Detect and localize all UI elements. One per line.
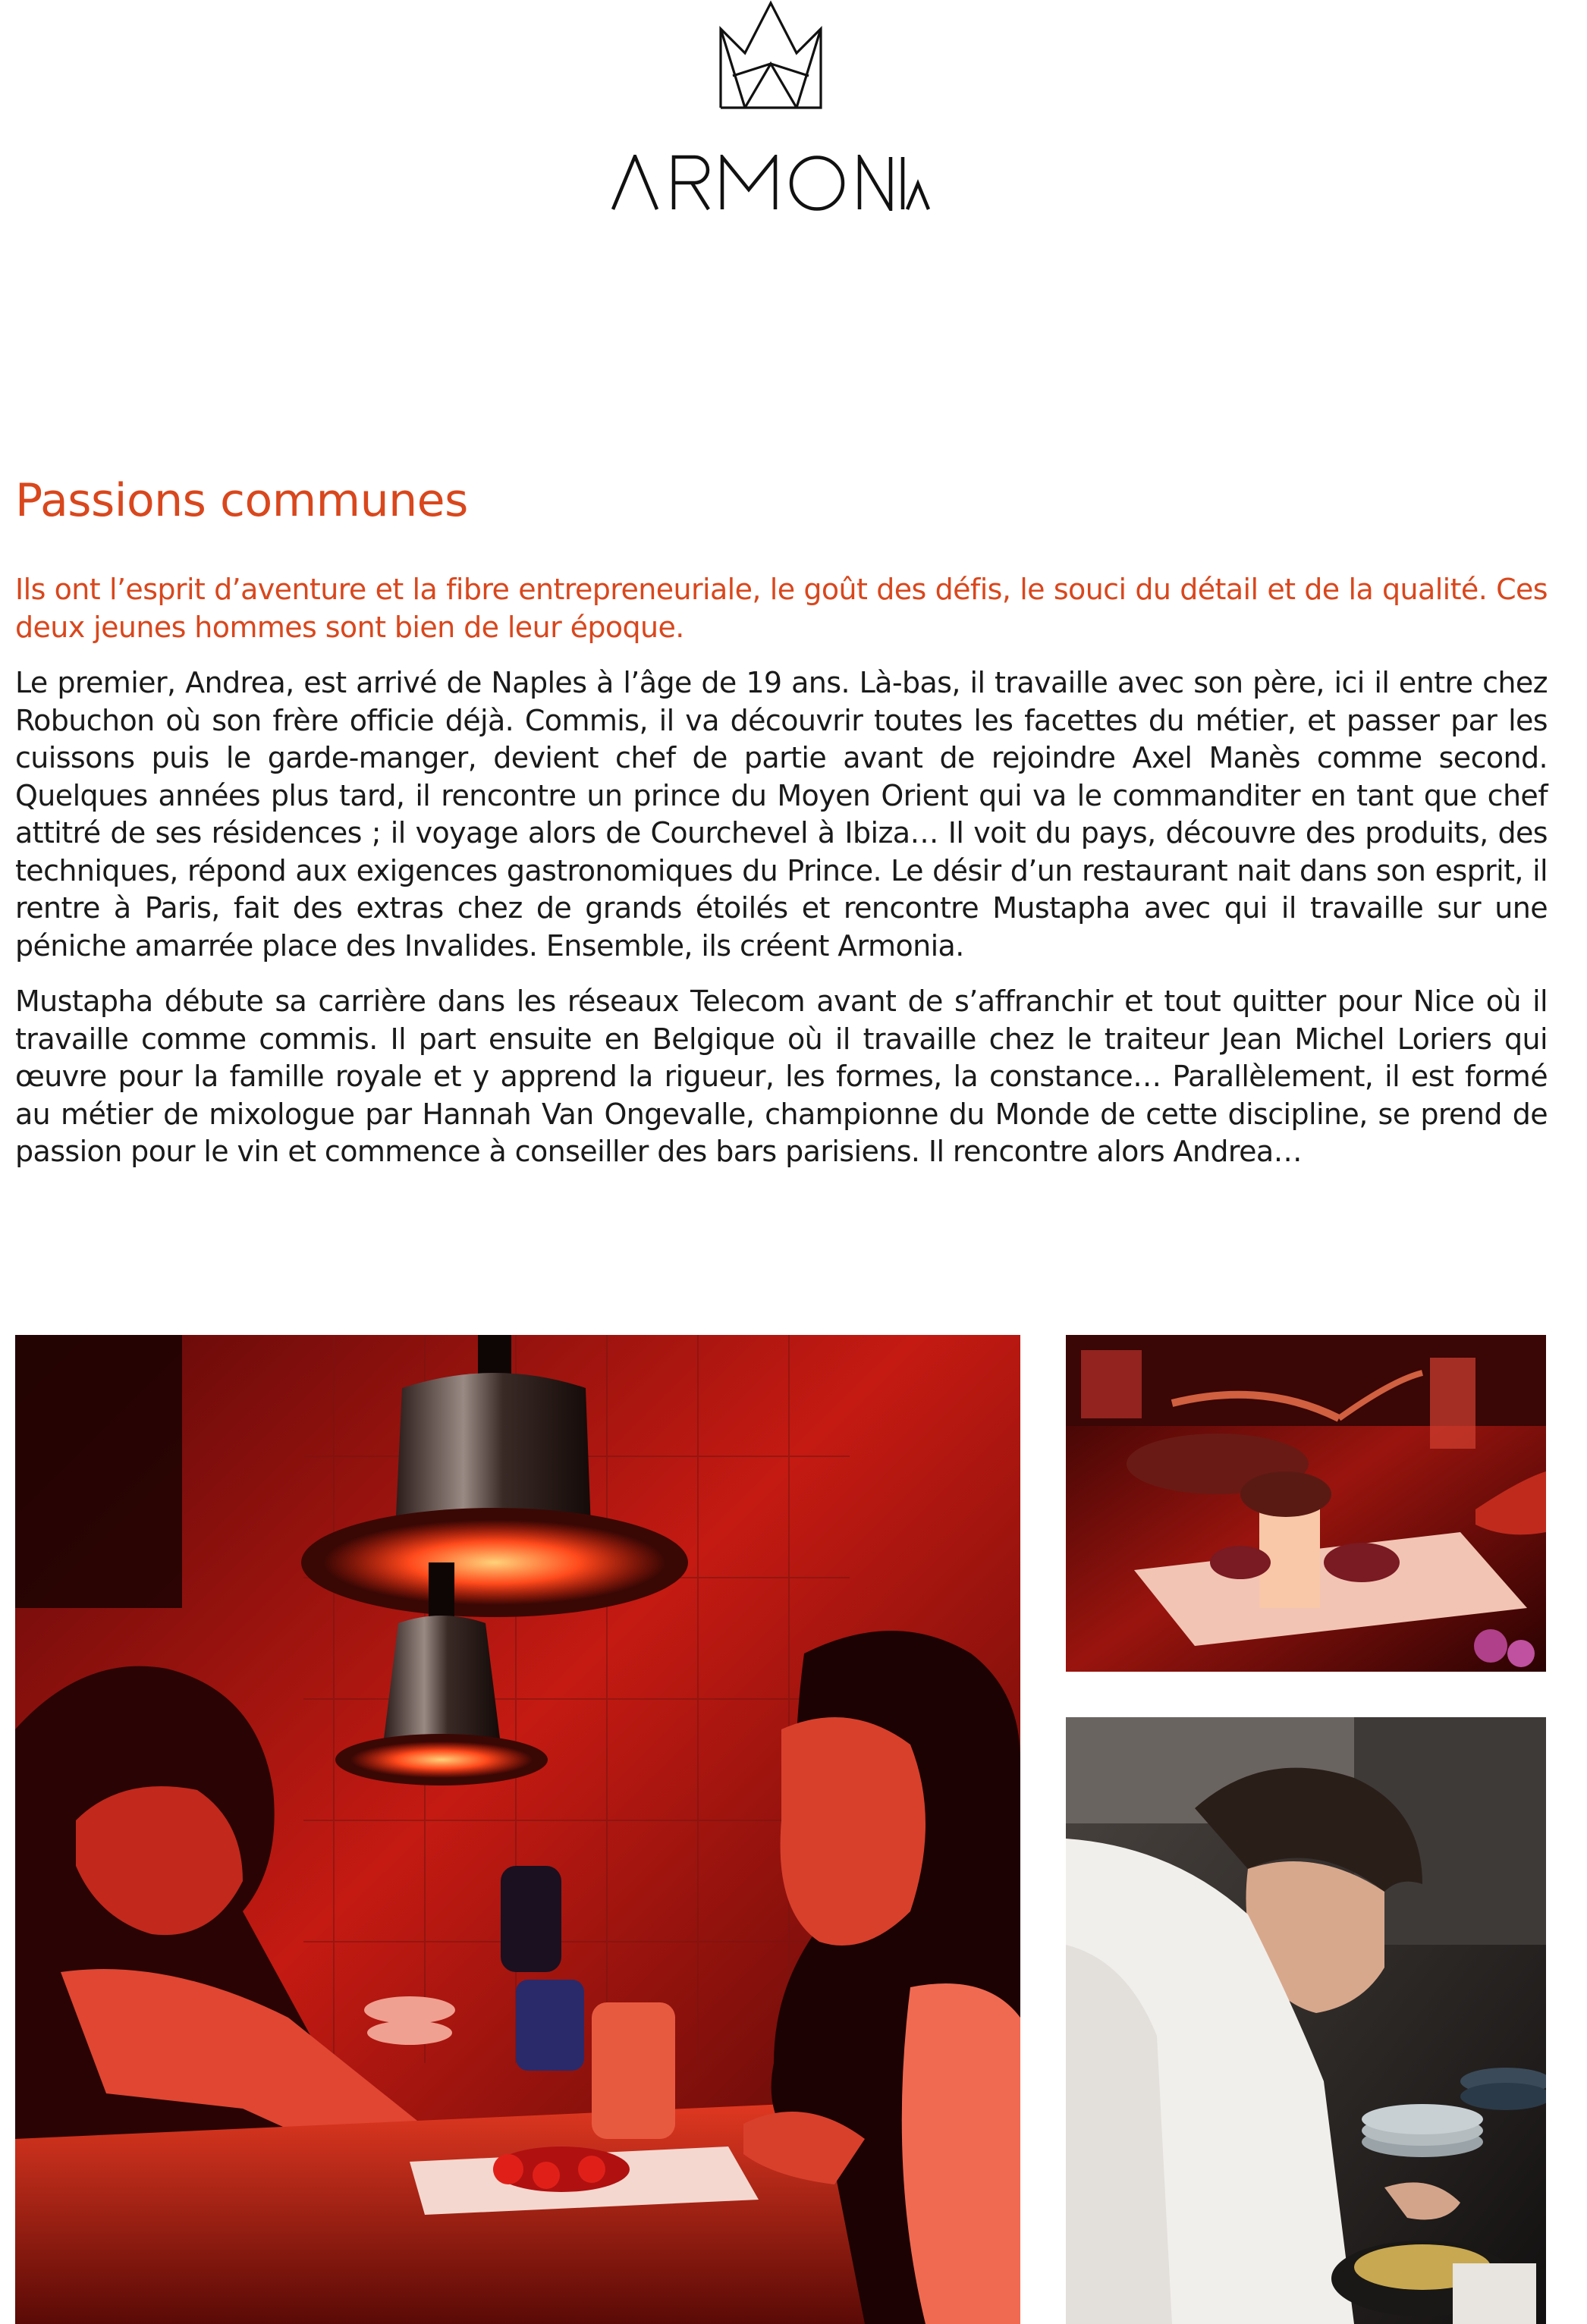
brand-wordmark [611, 155, 930, 211]
photo-plated-dish [1066, 1335, 1546, 1672]
article-lead: Ils ont l’esprit d’aventure et la fibre entrepreneuriale, le goût des défis, le souci du détail et de la qualité. Ces deux jeunes hommes sont bien de leur époque. [15, 573, 1548, 644]
article [15, 470, 1548, 1171]
photo-chefs-heat-lamp [15, 1335, 1020, 2324]
photo-chef-plating [1066, 1717, 1546, 2324]
article-paragraph: Le premier, Andrea, est arrivé de Naples à l’âge de 19 ans. Là-bas, il travaille avec son père, ici il entre chez Robuchon où son frère officie déjà. Commis, il va découvrir toutes les facettes du métier, et passer par les cuissons puis le garde-manger, devient chef de partie avant de rejoindre Axel Manès comme second. Quelques années plus tard, il rencontre un prince du Moyen Orient qui va le commanditer en tant que chef attitré de ses résidences ; il voyage alors de Courchevel à Ibiza… Il voit du pays, découvre des produits, des techniques, répond aux exigences gastronomiques du Prince. Le désir d’un restaurant nait dans son esprit, il rentre à Paris, fait des extras chez de grands étoilés et rencontre Mustapha avec qui il travaille sur une péniche amarrée place des Invalides. Ensemble, ils créent Armonia. [15, 666, 1548, 963]
article-paragraph: Mustapha débute sa carrière dans les réseaux Telecom avant de s’affranchir et tout quitter pour Nice où il travaille comme commis. Il part ensuite en Belgique où il travaille chez le traiteur Jean Michel Loriers qui œuvre pour la famille royale et y apprend la rigueur, les formes, la constance… Parallèlement, il est formé au métier de mixologue par Hannah Van Ongevalle, championne du Monde de cette discipline, se prend de passion pour le vin et commence à conseiller des bars parisiens. Il rencontre alors Andrea… [15, 985, 1548, 1168]
crown-logo-icon [718, 0, 824, 114]
article-title: Passions communes [15, 474, 468, 527]
page-header [0, 0, 1587, 228]
